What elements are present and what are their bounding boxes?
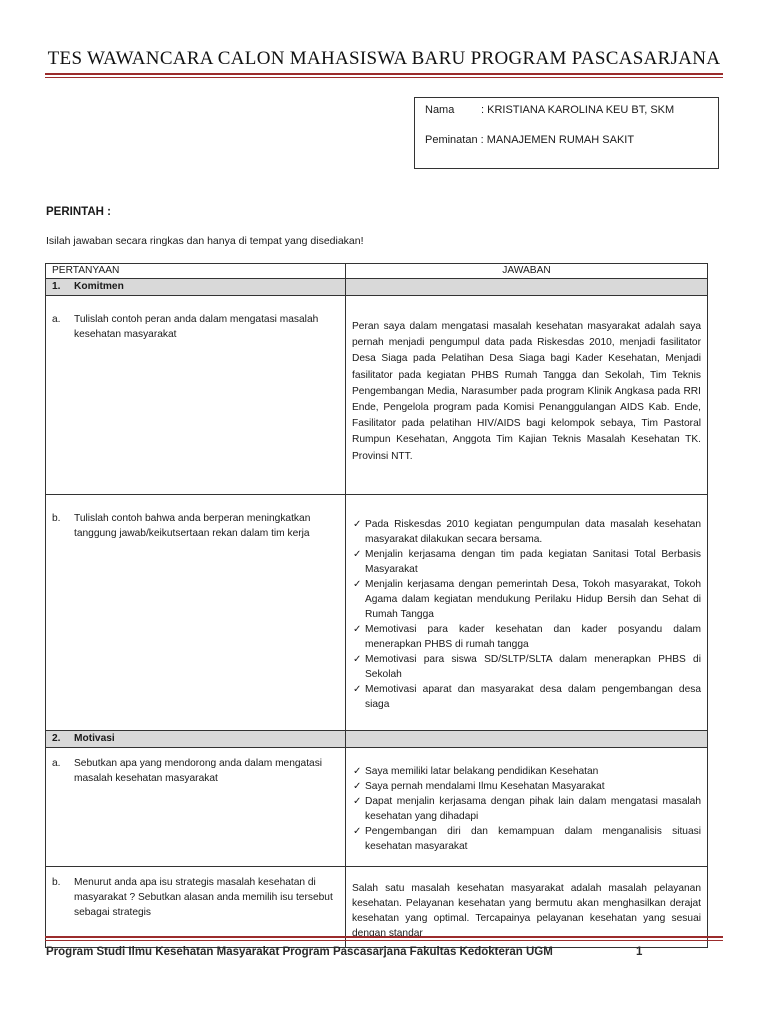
table-row: [46, 495, 708, 731]
footer-rule-thin: [45, 940, 723, 941]
peminatan-label: Peminatan: [425, 134, 478, 146]
question-letter: a.: [52, 314, 61, 325]
checklist-item: ✓ Memotivasi para siswa SD/SLTP/SLTA dalam menerapkan PHBS di Sekolah: [352, 652, 701, 682]
header-jawaban: JAWABAN: [346, 264, 708, 279]
checklist-item: ✓ Menjalin kerjasama dengan tim pada kegiatan Sanitasi Total Berbasis Masyarakat: [352, 547, 701, 577]
checklist-item: ✓ Saya memiliki latar belakang pendidikan Kesehatan: [352, 764, 701, 779]
checklist-item: ✓ Pengembangan diri dan kemampuan dalam menganalisis situasi kesehatan masyarakat: [352, 824, 701, 854]
question-letter: b.: [52, 513, 61, 524]
checklist-item: ✓ Saya pernah mendalami Ilmu Kesehatan Masyarakat: [352, 779, 701, 794]
section-row-komitmen: [46, 279, 708, 296]
document-title: TES WAWANCARA CALON MAHASISWA BARU PROGRAM PASCASARJANA: [47, 48, 721, 69]
footer-text: Program Studi Ilmu Kesehatan Masyarakat Program Pascasarjana Fakultas Kedokteran UGM: [46, 946, 553, 958]
checklist-item: ✓ Menjalin kerjasama dengan pemerintah Desa, Tokoh masyarakat, Tokoh Agama dalam kegiatan mendukung Perilaku Hidup Bersih dan Sehat di Rumah Tangga: [352, 577, 701, 622]
perintah-heading: PERINTAH :: [46, 206, 111, 218]
footer-rule: [45, 936, 723, 938]
question: [46, 312, 345, 342]
checklist-item: ✓ Memotivasi para kader kesehatan dan kader posyandu dalam menerapkan PHBS di rumah tangga: [352, 622, 701, 652]
section-cell-empty: [346, 731, 708, 748]
section-number: 2.: [52, 733, 61, 744]
answer-text: Peran saya dalam mengatasi masalah kesehatan masyarakat adalah saya pernah menjadi pengumpul data pada Riskesdas 2010, menjadi fasilitator Desa Siaga pada Pelatihan Desa Siaga bagi Kader Kesehatan, Menjadi fasilitator pada kegiatan PHBS Rumah Tangga dan Sekolah, Tim Teknis Pengembangan Media, Narasumber pada program Klinik Angkasa pada RRI Ende, Pengelola program pada Komisi Penanggulangan AIDS Kab. Ende, Fasilitator pada pelatihan HIV/AIDS bagi kelompok sebaya, Tim Pastoral Rumpun Kesehatan, Anggota Tim Kajian Teknis Masalah Kesehatan TK. Provinsi NTT.: [352, 321, 701, 462]
answer-cell: [346, 495, 708, 731]
answer-cell: [346, 748, 708, 867]
question-cell: [46, 495, 346, 731]
section-name: Motivasi: [74, 733, 115, 744]
section-cell: [46, 279, 346, 296]
question-text: Menurut anda apa isu strategis masalah kesehatan di masyarakat ? Sebutkan alasan anda memilih isu tersebut sebagai strategis: [74, 877, 333, 918]
instruction-text: Isilah jawaban secara ringkas dan hanya di tempat yang disediakan!: [46, 235, 364, 247]
question: [46, 875, 345, 920]
nama-label: Nama: [425, 104, 455, 116]
table-header-row: [46, 264, 708, 279]
answer-checklist: [346, 764, 707, 854]
answer-text: Salah satu masalah kesehatan masyarakat adalah masalah pelayanan kesehatan. Pelayanan kesehatan yang bermutu akan menghasilkan derajat kesehatan yang optimal. Tercapainya pelayanan kesehatan yang sesuai dengan standar: [352, 883, 701, 939]
table-row: [46, 296, 708, 495]
question-letter: a.: [52, 758, 61, 769]
answer-cell: [346, 296, 708, 495]
checklist-item: ✓ Memotivasi aparat dan masyarakat desa dalam pengembangan desa siaga: [352, 682, 701, 712]
question-text: Tulislah contoh bahwa anda berperan meningkatkan tanggung jawab/keikutsertaan rekan dalam tim kerja: [74, 513, 311, 539]
question-cell: [46, 748, 346, 867]
section-cell: [46, 731, 346, 748]
question: [46, 756, 345, 786]
section-number: 1.: [52, 281, 61, 292]
qa-table: [45, 263, 708, 948]
checklist-item: ✓ Dapat menjalin kerjasama dengan pihak lain dalam mengatasi masalah kesehatan yang dihadapi: [352, 794, 701, 824]
nama-value: : KRISTIANA KAROLINA KEU BT, SKM: [481, 104, 675, 116]
checklist-item: ✓ Pada Riskesdas 2010 kegiatan pengumpulan data masalah kesehatan masyarakat dilakukan secara bersama.: [352, 517, 701, 547]
question-text: Tulislah contoh peran anda dalam mengatasi masalah kesehatan masyarakat: [74, 314, 319, 340]
answer-checklist: [346, 517, 707, 712]
section-name: Komitmen: [74, 281, 124, 292]
header-pertanyaan: PERTANYAAN: [46, 264, 346, 279]
peminatan-value: : MANAJEMEN RUMAH SAKIT: [480, 134, 635, 146]
question-text: Sebutkan apa yang mendorong anda dalam mengatasi masalah kesehatan masyarakat: [74, 758, 323, 784]
question-letter: b.: [52, 877, 61, 888]
table-row: [46, 748, 708, 867]
page-number: 1: [636, 946, 643, 958]
section-cell-empty: [346, 279, 708, 296]
question: [46, 511, 345, 541]
section-row-motivasi: [46, 731, 708, 748]
question-cell: [46, 296, 346, 495]
